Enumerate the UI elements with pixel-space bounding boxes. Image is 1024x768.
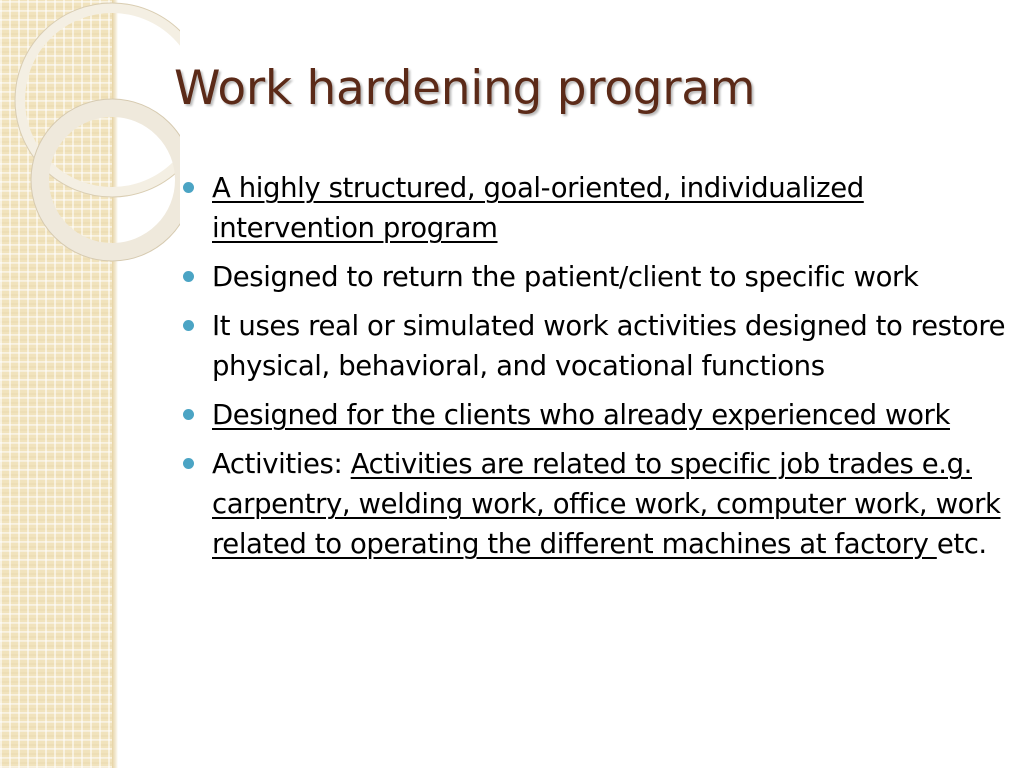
bullet-suffix: etc. [936, 528, 987, 560]
bullet-text: A highly structured, goal-oriented, individualized intervention program [212, 172, 864, 244]
bullet-text: Designed to return the patient/client to specific work [212, 261, 919, 293]
bullet-item [182, 395, 1012, 435]
bullet-text: It uses real or simulated work activities designed to restore physical, behavioral, and vocational functions [212, 310, 1006, 382]
bullet-dot-icon [183, 271, 194, 282]
bullet-dot-icon [183, 320, 194, 331]
bullet-item [182, 168, 1012, 248]
bullet-dot-icon [183, 182, 194, 193]
bullet-item [182, 444, 1012, 564]
bullet-text: Designed for the clients who already experienced work [212, 399, 950, 431]
bullet-text: Activities are related to specific job trades e.g. carpentry, welding work, office work, computer work, work related to operating the different machines at factory [212, 448, 1001, 560]
bullet-dot-icon [183, 458, 194, 469]
bullet-dot-icon [183, 409, 194, 420]
bullet-prefix: Activities: [212, 448, 351, 480]
decorative-circles [0, 0, 180, 300]
bullet-item [182, 306, 1012, 386]
bullet-item [182, 257, 1012, 297]
slide-title: Work hardening program [174, 61, 756, 116]
bullet-list [182, 168, 1012, 573]
